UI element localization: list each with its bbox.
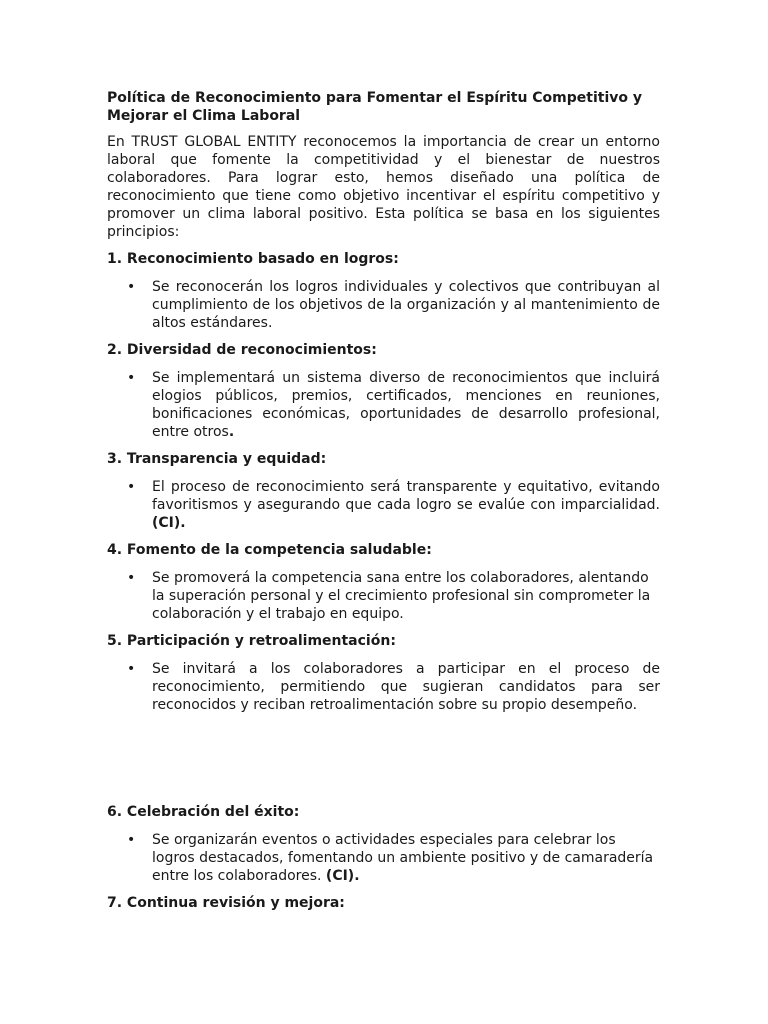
section-4-bullet [107, 569, 660, 623]
section-2-bullet-text: Se implementará un sistema diverso de reconocimientos que incluirá elogios públicos, premios, certificados, menciones en reuniones, bonificaciones económicas, oportunidades de desarrollo profesional, entre otros [152, 370, 660, 440]
section-3-bullet-text: El proceso de reconocimiento será transparente y equitativo, evitando favoritismos y asegurando que cada logro se evalúe con imparcialidad. [152, 479, 660, 513]
document-page [107, 89, 660, 922]
section-6-bullet [107, 831, 660, 885]
document-title: Política de Reconocimiento para Fomentar el Espíritu Competitivo y Mejorar el Clima Laboral [107, 90, 643, 124]
section-3-list [107, 478, 660, 532]
section-4-list [107, 569, 660, 623]
section-6-heading: 6. Celebración del éxito: [107, 804, 300, 820]
section-5-heading: 5. Participación y retroalimentación: [107, 633, 396, 649]
section-1-bullet [107, 278, 660, 332]
section-7-heading: 7. Continua revisión y mejora: [107, 895, 345, 911]
bullet-icon: • [127, 832, 136, 848]
section-2-bullet [107, 369, 660, 441]
section-5-list [107, 660, 660, 714]
section-1-heading: 1. Reconocimiento basado en logros: [107, 251, 399, 267]
section-2-heading: 2. Diversidad de reconocimientos: [107, 342, 377, 358]
bullet-icon: • [127, 479, 136, 495]
section-3-bullet-suffix: (CI). [152, 515, 186, 531]
bullet-icon: • [127, 570, 136, 586]
bullet-icon: • [127, 661, 136, 677]
section-6-list [107, 831, 660, 885]
section-1-list [107, 278, 660, 332]
bullet-icon: • [127, 370, 136, 386]
section-5-bullet-text: Se invitará a los colaboradores a participar en el proceso de reconocimiento, permitiendo que sugieran candidatos para ser reconocidos y reciban retroalimentación sobre su propio desempeño. [152, 661, 660, 713]
section-6-bullet-suffix: (CI). [325, 868, 360, 884]
section-2-list [107, 369, 660, 441]
section-6-bullet-text: Se organizarán eventos o actividades especiales para celebrar los logros destacados, fomentando un ambiente positivo y de camaradería entre los colaboradores. [152, 832, 654, 884]
blank-space [107, 723, 660, 803]
section-5-bullet [107, 660, 660, 714]
section-4-bullet-text: Se promoverá la competencia sana entre los colaboradores, alentando la superación personal y el crecimiento profesional sin comprometer la colaboración y el trabajo en equipo. [152, 570, 651, 622]
bullet-icon: • [127, 279, 136, 295]
section-3-bullet [107, 478, 660, 532]
intro-paragraph: En TRUST GLOBAL ENTITY reconocemos la importancia de crear un entorno laboral que fomente la competitividad y el bienestar de nuestros colaboradores. Para lograr esto, hemos diseñado una política de reconocimiento que tiene como objetivo incentivar el espíritu competitivo y promover un clima laboral positivo. Esta política se basa en los siguientes principios: [107, 134, 660, 240]
section-1-bullet-text: Se reconocerán los logros individuales y colectivos que contribuyan al cumplimiento de los objetivos de la organización y al mantenimiento de altos estándares. [152, 279, 660, 331]
section-2-bullet-suffix: . [228, 424, 235, 440]
section-4-heading: 4. Fomento de la competencia saludable: [107, 542, 432, 558]
section-3-heading: 3. Transparencia y equidad: [107, 451, 327, 467]
